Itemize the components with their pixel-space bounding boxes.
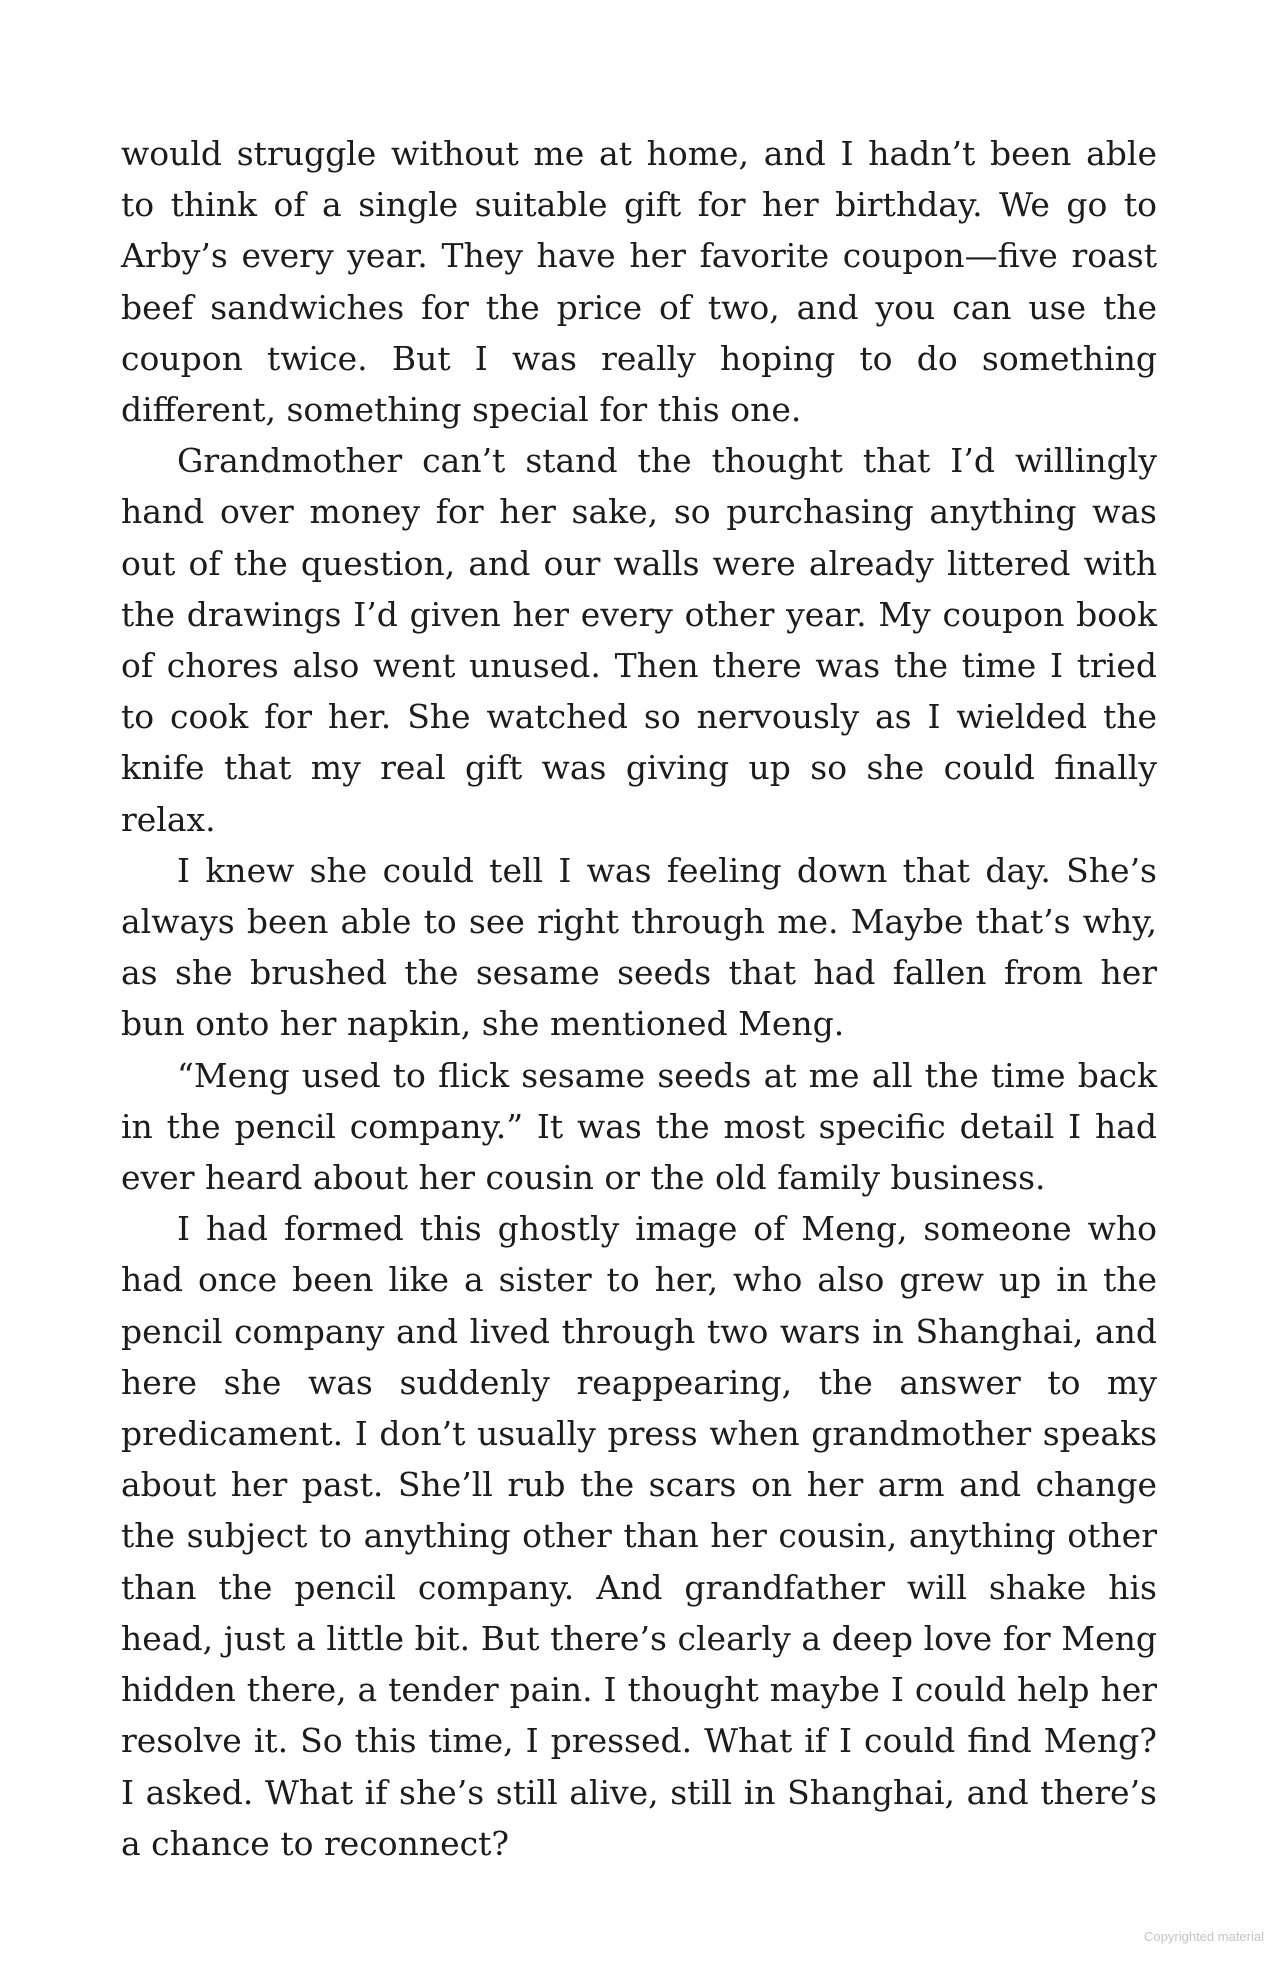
paragraph-1: would struggle without me at home, and I hadn’t been able to think of a single suitable gift for her birthday. We go to Arby’s every year. They have her favorite coupon—five roast beef sandwiches for the price of two, and you can use the coupon twice. But I was really hoping to do something different, something special for this one. bbox=[121, 134, 1157, 430]
copyright-watermark: Copyrighted material bbox=[1144, 1929, 1264, 1944]
paragraph-5: I had formed this ghostly image of Meng, someone who had once been like a sister to her, who also grew up in the pencil company and lived through two wars in Shanghai, and here she was suddenly reappearing, the answer to my predicament. I don’t usually press when grandmother speaks about her past. She’ll rub the scars on her arm and change the subject to anything other than her cousin, anything other than the pencil company. And grandfather will shake his head, just a little bit. But there’s clearly a deep love for Meng hidden there, a tender pain. I thought maybe I could help her resolve it. So this time, I pressed. What if I could find Meng? I asked. What if she’s still alive, still in Shanghai, and there’s a chance to reconnect? bbox=[121, 1209, 1157, 1863]
paragraph-2: Grandmother can’t stand the thought that I’d willingly hand over money for her sake, so purchasing anything was out of the question, and our walls were already littered with the drawings I’d given her every other year. My coupon book of chores also went unused. Then there was the time I tried to cook for her. She watched so nervously as I wielded the knife that my real gift was giving up so she could finally relax. bbox=[121, 441, 1157, 839]
paragraph-4: “Meng used to flick sesame seeds at me all the time back in the pencil company.” It was the most specific detail I had ever heard about her cousin or the old family business. bbox=[121, 1055, 1157, 1198]
body-text bbox=[121, 128, 1157, 1869]
paragraph-3: I knew she could tell I was feeling down that day. She’s always been able to see right through me. Maybe that’s why, as she brushed the sesame seeds that had fallen from her bun onto her napkin, she mentioned Meng. bbox=[121, 850, 1157, 1044]
